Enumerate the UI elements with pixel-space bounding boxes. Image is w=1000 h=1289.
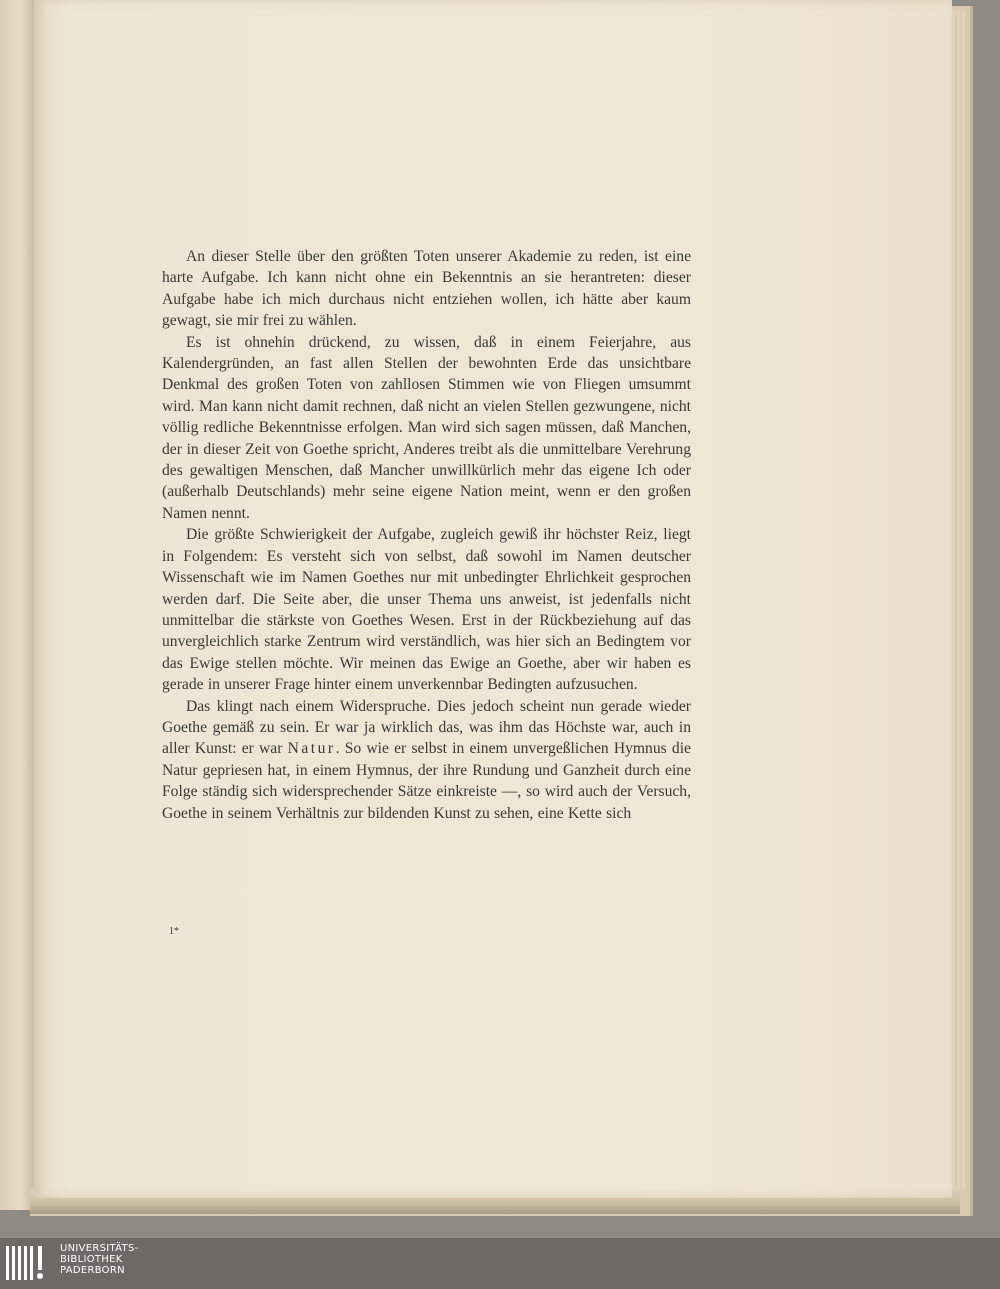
library-logo-icon bbox=[4, 1244, 52, 1282]
library-name bbox=[60, 1243, 139, 1276]
library-name-line-1: UNIVERSITÄTS- bbox=[60, 1243, 139, 1254]
signature-mark: 1* bbox=[169, 926, 179, 937]
paragraph-4-start: Das klingt nach einem Widerspruche. Dies jedoch scheint nun gerade wieder Goethe gemäß zu sein. Er war ja wirklich das, was ihm das Höchste war, auch in aller Kunst: er war bbox=[162, 697, 691, 758]
book-page bbox=[34, 0, 952, 1198]
paragraph-4 bbox=[162, 696, 691, 824]
paragraph-2: Es ist ohnehin drückend, zu wissen, daß in einem Feierjahre, aus Kalendergründen, an fast allen Stellen der bewohnten Erde das unsichtbare Denkmal des großen Toten von zahllosen Stimmen wie von Fliegen umsummt wird. Man kann nicht damit rechnen, daß nicht an vielen Stellen gezwungene, nicht völlig redliche Bekenntnisse erfolgen. Man wird sich sagen müssen, daß Manchen, der in dieser Zeit von Goethe spricht, Anderes treibt als die unmittelbare Verehrung des gewaltigen Menschen, daß Mancher unwillkürlich mehr das eigene Ich oder (außerhalb Deutschlands) mehr seine eigene Nation meint, wenn er den großen Namen nennt. bbox=[162, 333, 691, 522]
spaced-emphasis: Natur bbox=[287, 740, 336, 758]
paragraph-1: An dieser Stelle über den größten Toten unserer Akademie zu reden, ist eine harte Aufgabe. Ich kann nicht ohne ein Bekenntnis an sie herantreten: dieser Aufgabe habe ich mich durchaus nicht entziehen wollen, ich hätte aber kaum gewagt, sie mir frei zu wählen. bbox=[162, 248, 691, 330]
library-name-line-2: BIBLIOTHEK bbox=[60, 1254, 123, 1265]
library-footer bbox=[0, 1238, 1000, 1289]
paragraph-3: Die größte Schwierigkeit der Aufgabe, zugleich gewiß ihr höchster Reiz, liegt in Folgendem: Es versteht sich von selbst, daß sowohl im Namen deutscher Wissenschaft wie im Namen Goethes nur mit unbedingter Ehrlichkeit gesprochen werden darf. Die Seite aber, die unser Thema uns anweist, ist jedenfalls nicht unmittelbar die stärkste von Goethes Wesen. Erst in der Rückbeziehung auf das unvergleichlich starke Zentrum wird verständlich, was hier sich an Bedingtem vor das Ewige stellen möchte. Wir meinen das Ewige an Goethe, aber wir haben es gerade in unserer Frage hinter einem unverkennbar Bedingten aufzusuchen. bbox=[162, 526, 691, 694]
page-stack-edge bbox=[962, 10, 965, 1190]
paragraph-4-end: . So wie er selbst in einem unvergeßlichen Hymnus die Natur gepriesen hat, in einem Hymnus, der ihre Rundung und Ganzheit durch eine Folge ständig sich widersprechender Sätze einkreiste —, so wird auch der Versuch, Goethe in seinem Verhältnis zur bildenden Kunst zu sehen, eine Kette sich bbox=[162, 740, 691, 822]
page-stack-edge bbox=[957, 10, 960, 1190]
body-text bbox=[162, 246, 691, 824]
left-page-edge bbox=[0, 0, 34, 1210]
library-name-line-3: PADERBORN bbox=[60, 1265, 125, 1276]
page-stack-edge bbox=[952, 10, 955, 1190]
